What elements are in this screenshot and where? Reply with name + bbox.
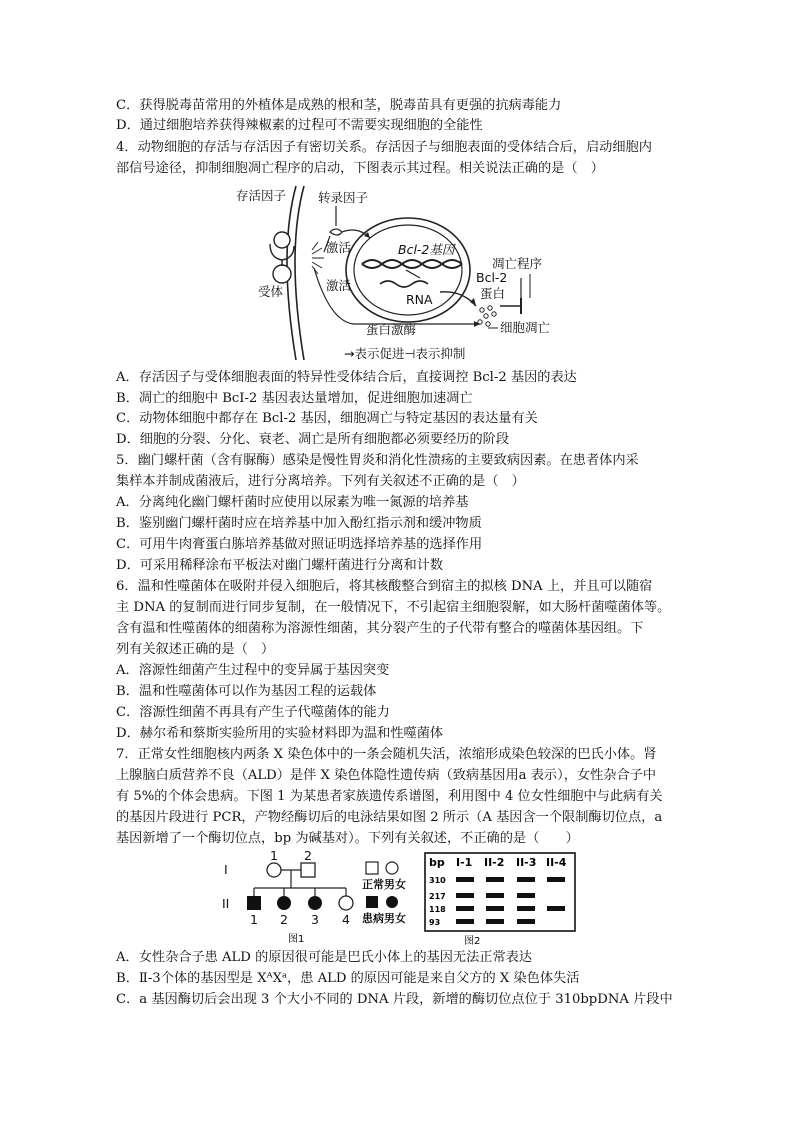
figure2-caption: 图2 — [464, 936, 481, 947]
question-6-line1: 6．温和性噬菌体在吸附并侵入细胞后，将其核酸整合到宿主的拟核 DNA 上，并且可以随宿 — [116, 579, 653, 594]
gel-lane-3: II-3 — [516, 856, 537, 869]
option-4a: A．存活因子与受体细胞表面的特异性受体结合后，直接调控 Bcl-2 基因的表达 — [116, 370, 577, 385]
gel-band — [456, 877, 474, 882]
gel-bp-header: bp — [429, 856, 445, 869]
question-4-line1: 4．动物细胞的存活与存活因子有密切关系。存活因子与细胞表面的受体结合后，启动细胞内 — [116, 140, 652, 155]
gel-lane-2: II-2 — [484, 856, 505, 869]
label-bcl2-protein-b: 蛋白 — [480, 286, 506, 301]
label-apoptosis-program: 凋亡程序 — [492, 256, 543, 271]
label-survival-factor: 存活因子 — [236, 188, 287, 203]
generation-I: I — [224, 862, 228, 877]
question-7-line3: 有 5%的个体会患病。下图 1 为某患者家族遗传系谱图，利用图中 4 位女性细胞中与此病有关 — [116, 789, 663, 804]
gel-size-93: 93 — [429, 918, 441, 927]
question-4-line2: 部信号途径，抑制细胞凋亡程序的启动，下图表示其过程。相关说法正确的是（ ） — [116, 161, 604, 176]
option-5a: A．分离纯化幽门螺杆菌时应使用以尿素为唯一氮源的培养基 — [116, 495, 469, 510]
gel-lane-1: I-1 — [456, 856, 473, 869]
question-7-line1: 7．正常女性细胞核内两条 X 染色体中的一条会随机失活，浓缩形成染色较深的巴氏小体。肾 — [116, 747, 657, 762]
label-bcl2-gene: Bcl-2基因 — [398, 242, 455, 257]
gel-size-118: 118 — [429, 905, 446, 914]
ped-II-4: 4 — [342, 912, 350, 927]
gel-band — [547, 906, 565, 911]
gel-band — [517, 893, 535, 898]
gel-lane-4: II-4 — [546, 856, 567, 869]
gel-band — [486, 906, 504, 911]
gel-band — [517, 906, 535, 911]
option-6b: B．温和性噬菌体可以作为基因工程的运载体 — [116, 684, 377, 699]
gel-band — [456, 919, 474, 924]
question-6-line4: 列有关叙述正确的是（ ） — [116, 642, 275, 657]
label-bcl2-protein-a: Bcl-2 — [476, 270, 508, 285]
option-5c: C．可用牛肉膏蛋白胨培养基做对照证明选择培养基的选择作用 — [116, 537, 483, 552]
question-5-line2: 集样本并制成菌液后，进行分离培养。下列有关叙述不正确的是（ ） — [116, 474, 525, 489]
question-7-line5: 基因新增了一个酶切位点，bp 为碱基对）。下列有关叙述，不正确的是（ ） — [116, 831, 579, 846]
question-6-line2: 主 DNA 的复制而进行同步复制，在一般情况下，不引起宿主细胞裂解，如大肠杆菌噬菌体等。 — [116, 600, 671, 615]
gel-band — [486, 919, 504, 924]
pedigree-figure — [218, 850, 414, 946]
gel-band — [456, 906, 474, 911]
generation-II: II — [222, 896, 230, 911]
question-6-line3: 含有温和性噬菌体的细菌称为溶源性细菌，其分裂产生的子代带有整合的噬菌体基因组。下 — [116, 621, 644, 636]
gel-size-310: 310 — [429, 876, 446, 885]
label-rna: RNA — [406, 292, 433, 307]
option-4c: C．动物体细胞中都存在 Bcl-2 基因，细胞凋亡与特定基因的表达量有关 — [116, 411, 538, 426]
label-activate-1: 激活 — [326, 240, 352, 255]
label-transcription-factor: 转录因子 — [318, 190, 369, 205]
question-7-line4: 的基因片段进行 PCR，产物经酶切后的电泳结果如图 2 所示（A 基因含一个限制酶切位点，a — [116, 810, 663, 825]
diagram-legend: →表示促进⊣表示抑制 — [344, 346, 466, 361]
survival-factor-diagram — [230, 182, 590, 364]
question-5-line1: 5．幽门螺杆菌（含有脲酶）感染是慢性胃炎和消化性溃疡的主要致病因素。在患者体内采 — [116, 453, 639, 468]
option-4b: B．凋亡的细胞中 BcI-2 基因表达量增加，促进细胞加速凋亡 — [116, 391, 473, 406]
option-6d: D．赫尔希和蔡斯实验所用的实验材料即为温和性噬菌体 — [116, 726, 444, 741]
gel-band — [486, 877, 504, 882]
gel-band — [517, 877, 535, 882]
option-5b: B．鉴别幽门螺杆菌时应在培养基中加入酚红指示剂和缓冲物质 — [116, 516, 482, 531]
option-6a: A．溶源性细菌产生过程中的变异属于基因突变 — [116, 663, 390, 678]
option-7c: C．a 基因酶切后会出现 3 个大小不同的 DNA 片段，新增的酶切位点位于 310bpDNA 片段中 — [116, 992, 673, 1007]
option-7a: A．女性杂合子患 ALD 的原因很可能是巴氏小体上的基因无法正常表达 — [116, 950, 533, 965]
question-7-line2: 上腺脑白质营养不良（ALD）是伴 X 染色体隐性遗传病（致病基因用a 表示），女性杂合子中 — [116, 768, 657, 783]
ped-II-1: 1 — [250, 912, 258, 927]
ped-II-2: 2 — [280, 912, 288, 927]
ped-I-1: 1 — [270, 850, 278, 863]
label-protein-kinase: 蛋白激酶 — [366, 322, 417, 337]
figure1-caption: 图1 — [288, 934, 305, 945]
option-7b: B．Ⅱ-3个体的基因型是 XᴬXᵃ，患 ALD 的原因可能是来自父方的 X 染色体失活 — [116, 971, 580, 986]
gel-band — [517, 919, 535, 924]
option-3c: C．获得脱毒苗常用的外植体是成熟的根和茎，脱毒苗具有更强的抗病毒能力 — [116, 98, 562, 113]
label-activate-2: 激活 — [326, 278, 352, 293]
option-3d: D．通过细胞培养获得辣椒素的过程可不需要实现细胞的全能性 — [116, 118, 483, 133]
gel-band — [547, 877, 565, 882]
option-6c: C．溶源性细菌不再具有产生子代噬菌体的能力 — [116, 705, 390, 720]
option-4d: D．细胞的分裂、分化、衰老、凋亡是所有细胞都必须要经历的阶段 — [116, 432, 510, 447]
gel-figure — [424, 852, 578, 948]
ped-I-2: 2 — [304, 850, 312, 863]
ped-II-3: 3 — [311, 912, 319, 927]
gel-band — [456, 893, 474, 898]
label-apoptosis: 细胞凋亡 — [500, 320, 551, 335]
label-receptor: 受体 — [258, 284, 284, 299]
gel-band — [486, 893, 504, 898]
legend-normal: 正常男女 — [362, 878, 406, 891]
option-5d: D．可采用稀释涂布平板法对幽门螺杆菌进行分离和计数 — [116, 558, 444, 573]
gel-size-217: 217 — [429, 892, 446, 901]
legend-affected: 患病男女 — [362, 912, 406, 925]
